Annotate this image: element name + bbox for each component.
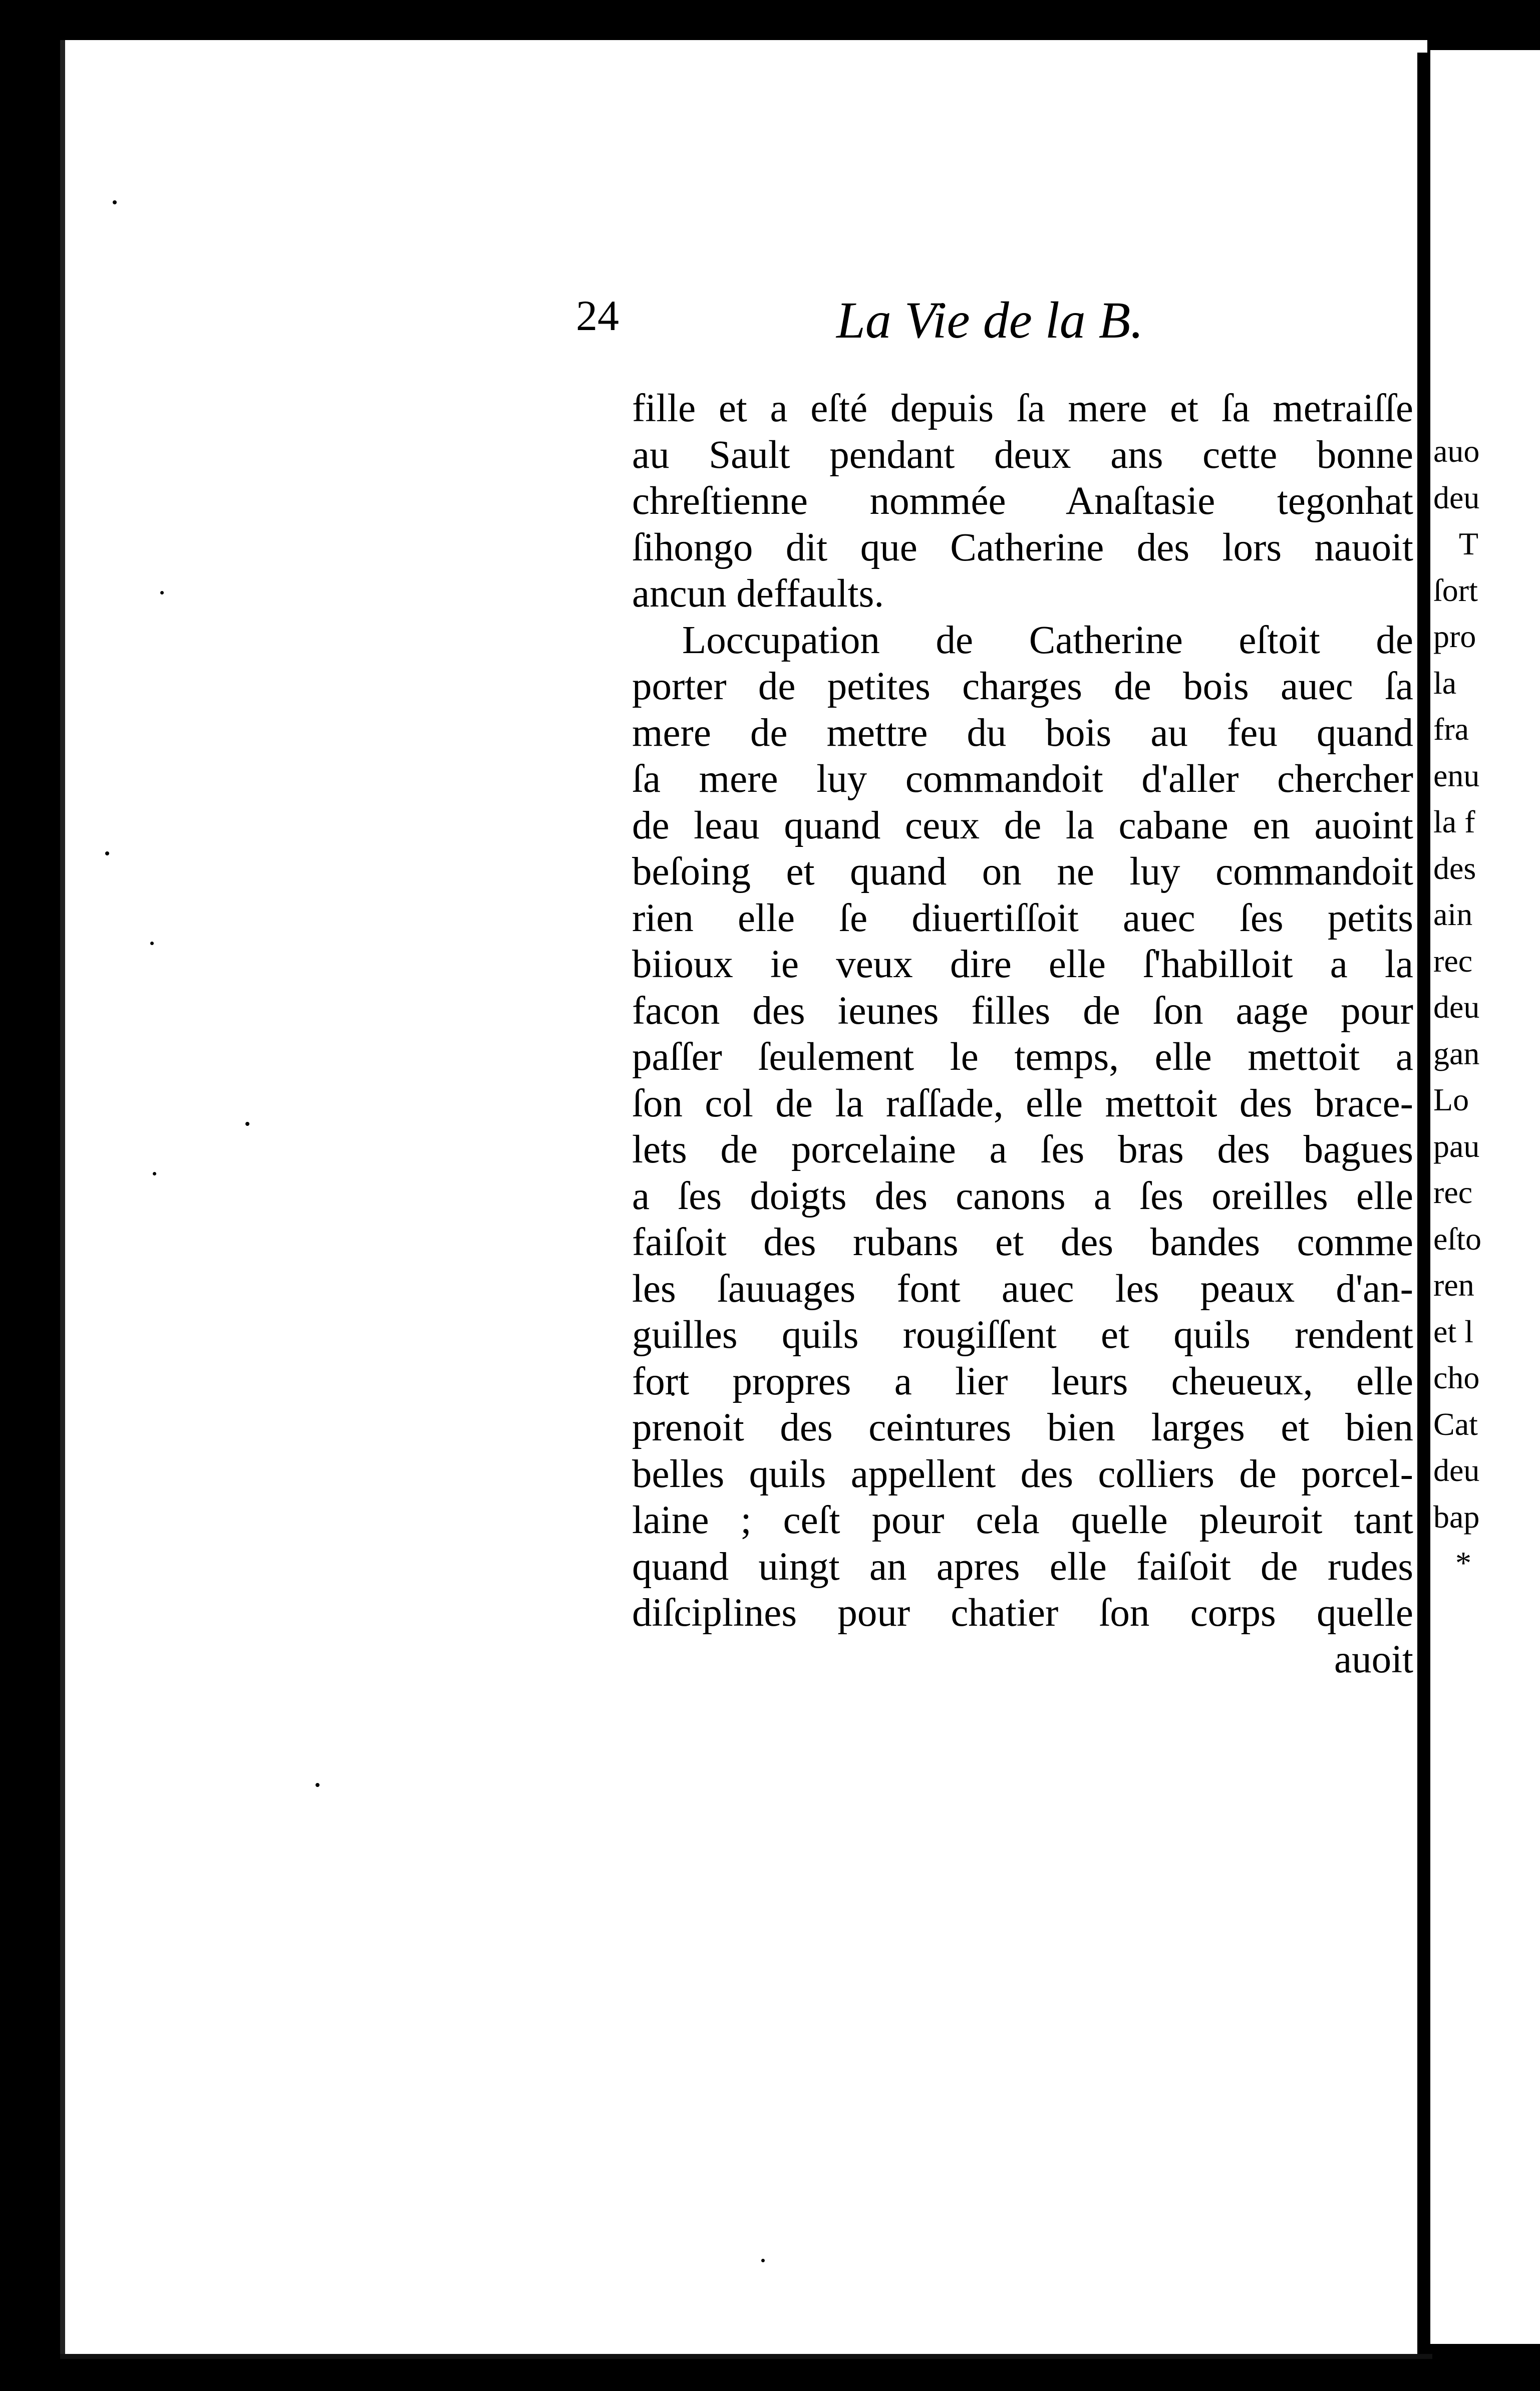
text-line: les ſauuages font auec les peaux d'an-	[632, 1267, 1413, 1311]
text-line: ſihongo dit que Catherine des lors nauoit	[632, 525, 1413, 569]
text-line: guilles quils rougiſſent et quils rendent	[632, 1313, 1413, 1357]
text-line: ancun deffaults.	[632, 572, 884, 616]
text-line: ſon col de la raſſade, elle mettoit des brace-	[632, 1081, 1413, 1125]
facing-text-fragment: ren	[1433, 1267, 1474, 1303]
facing-text-fragment: Cat	[1433, 1406, 1478, 1442]
page-bottom-edge	[60, 2354, 1432, 2359]
facing-page-text	[1430, 428, 1481, 1587]
text-line: mere de mettre du bois au feu quand	[632, 711, 1413, 755]
facing-text-fragment: des	[1433, 850, 1476, 886]
text-line: laine ; ceſt pour cela quelle pleuroit tant	[632, 1499, 1413, 1542]
text-line: facon des ieunes filles de ſon aage pour	[632, 989, 1413, 1033]
facing-text-fragment: fra	[1433, 711, 1469, 747]
ink-speck	[245, 1122, 249, 1126]
text-line: fort propres a lier leurs cheueux, elle	[632, 1359, 1413, 1403]
text-line: beſoing et quand on ne luy commandoit	[632, 850, 1413, 893]
facing-text-fragment: *	[1455, 1545, 1471, 1581]
facing-text-fragment: deu	[1433, 989, 1480, 1025]
text-line: lets de porcelaine a ſes bras des bagues	[632, 1128, 1413, 1171]
ink-speck	[105, 851, 109, 855]
ink-speck	[150, 942, 154, 945]
facing-text-fragment: et l	[1433, 1313, 1473, 1349]
facing-text-fragment: gan	[1433, 1035, 1480, 1071]
facing-text-fragment: auo	[1433, 433, 1480, 469]
page-header	[576, 290, 1227, 356]
facing-text-fragment: bap	[1433, 1499, 1480, 1535]
page-number: 24	[576, 291, 619, 340]
facing-page-edge	[1430, 50, 1540, 2344]
text-line: a ſes doigts des canons a ſes oreilles elle	[632, 1174, 1413, 1218]
text-line: rien elle ſe diuertiſſoit auec ſes petits	[632, 896, 1413, 940]
facing-text-fragment: deu	[1433, 1452, 1480, 1488]
facing-text-fragment: la	[1433, 665, 1457, 701]
text-line: chreſtienne nommée Anaſtasie tegonhat	[632, 479, 1413, 523]
facing-text-fragment: Lo	[1433, 1082, 1469, 1117]
facing-text-fragment: la f	[1433, 804, 1475, 839]
text-line: au Sault pendant deux ans cette bonne	[632, 433, 1413, 477]
facing-text-fragment: deu	[1433, 479, 1480, 515]
facing-text-fragment: eſto	[1433, 1221, 1481, 1257]
text-line: belles quils appellent des colliers de porcel-	[632, 1452, 1413, 1496]
gutter-shadow	[1417, 53, 1430, 2359]
text-line: fille et a eſté depuis ſa mere et ſa metraiſſe	[632, 387, 1413, 430]
facing-text-fragment: pro	[1433, 619, 1476, 654]
ink-speck	[761, 2259, 765, 2262]
facing-text-fragment: rec	[1433, 1174, 1473, 1210]
text-line: biioux ie veux dire elle ſ'habilloit a la	[632, 943, 1413, 986]
facing-text-fragment: T	[1458, 526, 1478, 561]
facing-text-fragment: ſort	[1433, 572, 1478, 608]
text-line: Loccupation de Catherine eſtoit de	[682, 618, 1413, 662]
text-line: de leau quand ceux de la cabane en auoint	[632, 803, 1413, 847]
text-line: faiſoit des rubans et des bandes comme	[632, 1221, 1413, 1264]
facing-text-fragment: cho	[1433, 1360, 1480, 1395]
facing-text-fragment: ain	[1433, 896, 1473, 932]
running-title: La Vie de la B.	[836, 291, 1144, 349]
facing-text-fragment: rec	[1433, 943, 1473, 979]
facing-text-fragment: pau	[1433, 1128, 1480, 1164]
text-line: ſa mere luy commandoit d'aller chercher	[632, 757, 1413, 801]
text-line: quand uingt an apres elle faiſoit de rudes	[632, 1545, 1413, 1589]
text-line: paſſer ſeulement le temps, elle mettoit a	[632, 1035, 1413, 1079]
ink-speck	[153, 1172, 156, 1175]
ink-speck	[113, 200, 117, 204]
text-line: diſciplines pour chatier ſon corps quelle	[632, 1591, 1413, 1635]
text-line: porter de petites charges de bois auec ſa	[632, 665, 1413, 708]
body-text	[632, 386, 1413, 1683]
facing-text-fragment: enu	[1433, 757, 1480, 793]
catchword: auoit	[1334, 1637, 1413, 1681]
ink-speck	[160, 591, 164, 594]
ink-speck	[316, 1783, 320, 1787]
text-line: prenoit des ceintures bien larges et bien	[632, 1406, 1413, 1449]
